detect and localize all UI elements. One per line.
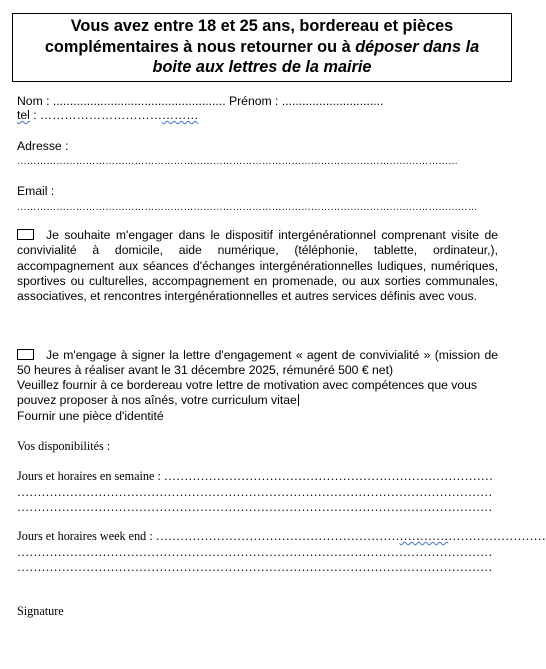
header-line-3 <box>13 57 511 78</box>
adresse-field[interactable]: ……………………………………………………………………………………………………………………… <box>17 156 458 167</box>
weekend-field-1c[interactable]: …………………… <box>448 529 546 543</box>
option-2-checkbox[interactable] <box>17 349 34 360</box>
header-line-2-italic: déposer dans la <box>355 37 480 56</box>
email-field[interactable]: …………………………………………………………………………………………………………………………… <box>17 202 478 213</box>
adresse-label: Adresse : <box>17 139 69 153</box>
tel-row <box>17 108 198 123</box>
semaine-label: Jours et horaires en semaine : <box>17 469 164 483</box>
weekend-field-2[interactable]: ……………………………………………………………………………………………………… <box>17 545 493 559</box>
prenom-label: Prénom : <box>225 94 282 108</box>
motivation-sentence: Veuillez fournir à ce bordereau votre lettre de motivation avec compétences que vous pouvez proposer à nos aînés, votre curriculum vitae <box>17 378 478 408</box>
weekend-field-1b[interactable]: ………… <box>399 529 449 543</box>
weekend-row <box>17 529 546 544</box>
header-line-1: Vous avez entre 18 et 25 ans, bordereau et pièces <box>70 17 454 35</box>
nom-prenom-row <box>17 94 383 109</box>
semaine-field-1[interactable]: ……………………………………………………………………… <box>163 469 493 483</box>
option-1 <box>17 228 498 304</box>
header-line-2-start: complémentaires à nous retourner ou à <box>44 37 356 56</box>
tel-field-tail[interactable]: ……… <box>161 108 199 122</box>
weekend-label: Jours et horaires week end : <box>17 529 156 543</box>
motivation-text <box>17 378 487 409</box>
semaine-row <box>17 469 493 484</box>
option-1-checkbox[interactable] <box>17 229 34 240</box>
disponibilites-title: Vos disponibilités : <box>17 439 111 453</box>
option-2 <box>17 348 498 379</box>
piece-identite: Fournir une pièce d'identité <box>17 409 164 423</box>
weekend-field-1a[interactable]: …………………………………………………… <box>155 529 400 543</box>
header-line-3-italic: boite aux lettres de la mairie <box>152 58 372 76</box>
email-label: Email : <box>17 184 55 198</box>
option-1-text: Je souhaite m'engager dans le dispositif intergénérationnel comprenant visite de convivialité à domicile, aide numérique, (téléphonie, tablette, ordinateur,), accompagnement aux séances d'échanges intergénérationnelles ludiques, numériques, sportives ou culturelles, accompagnement en promenade, ou aux sorties communales, associatives, et rencontres intergénérationnelles et autres services définis avec vous. <box>17 228 498 304</box>
semaine-field-3[interactable]: ……………………………………………………………………………………………………… <box>17 500 493 514</box>
option-2-text: Je m'engage à signer la lettre d'engagement « agent de convivialité » (mission de 50 heures à réaliser avant le 31 décembre 2025, rémunéré 500 € net) <box>17 348 498 378</box>
header-line-2 <box>13 37 511 58</box>
weekend-field-3[interactable]: ……………………………………………………………………………………………………… <box>17 560 493 574</box>
tel-field[interactable]: : ………………………… <box>29 108 162 122</box>
text-cursor <box>298 394 299 406</box>
prenom-field[interactable]: .............................. <box>281 94 384 108</box>
header-box <box>12 13 512 82</box>
tel-label: tel <box>17 108 30 122</box>
nom-field[interactable]: ................................................... <box>52 94 226 108</box>
signature-label: Signature <box>17 604 64 618</box>
semaine-field-2[interactable]: ……………………………………………………………………………………………………… <box>17 485 493 499</box>
nom-label: Nom : <box>17 94 53 108</box>
